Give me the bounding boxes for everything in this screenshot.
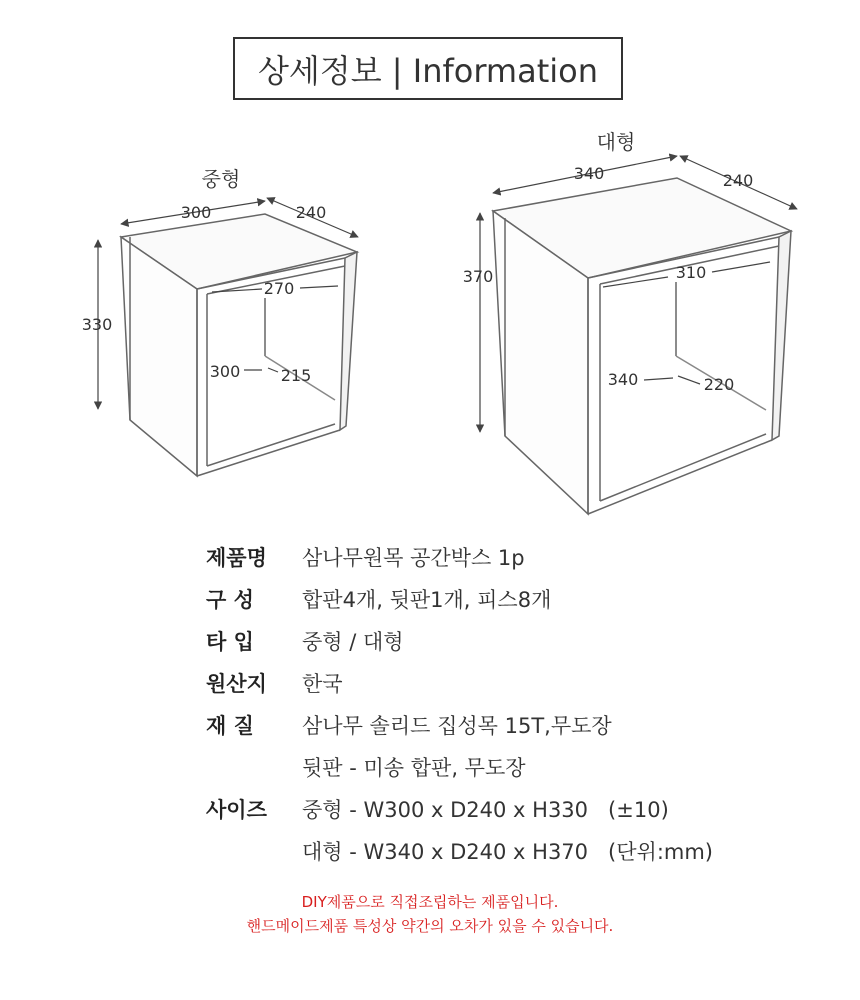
spec-value: 삼나무 솔리드 집성목 15T,무도장 xyxy=(302,714,612,738)
large-depth-label: 240 xyxy=(722,171,754,190)
notice-text: DIY제품으로 직접조립하는 제품입니다. xyxy=(301,893,559,911)
spec-key: 재 질 xyxy=(206,714,254,738)
spec-row xyxy=(206,621,766,663)
notice-text: 핸드메이드제품 특성상 약간의 오차가 있을 수 있습니다. xyxy=(246,917,614,935)
spec-key: 제품명 xyxy=(206,546,267,570)
medium-inner-width-label: 270 xyxy=(263,279,295,298)
spec-row xyxy=(206,705,766,747)
spec-value: 합판4개, 뒷판1개, 피스8개 xyxy=(302,588,552,612)
large-height-label: 370 xyxy=(462,267,494,286)
spec-value: 뒷판 - 미송 합판, 무도장 xyxy=(302,756,526,780)
spec-row xyxy=(206,579,766,621)
medium-inner-height-label: 300 xyxy=(209,362,241,381)
spec-value: 중형 - W300 x D240 x H330 (±10) xyxy=(302,798,669,822)
spec-row xyxy=(206,831,766,873)
large-inner-depth-label: 220 xyxy=(703,375,735,394)
spec-key: 타 입 xyxy=(206,630,254,654)
spec-value: 한국 xyxy=(302,672,343,696)
spec-row xyxy=(206,747,766,789)
medium-label: 중형 xyxy=(201,167,241,191)
large-inner-height-label: 340 xyxy=(607,370,639,389)
large-box-drawing xyxy=(493,178,791,514)
medium-depth-label: 240 xyxy=(295,203,327,222)
medium-height-label: 330 xyxy=(81,315,113,334)
spec-value: 삼나무원목 공간박스 1p xyxy=(302,546,525,570)
spec-key: 사이즈 xyxy=(206,798,267,822)
medium-box-drawing xyxy=(121,214,357,476)
spec-row xyxy=(206,537,766,579)
medium-width-label: 300 xyxy=(180,203,212,222)
spec-table xyxy=(206,537,766,873)
spec-row xyxy=(206,663,766,705)
medium-inner-depth-label: 215 xyxy=(280,366,312,385)
page-title: 상세정보 | Information xyxy=(233,37,623,100)
large-width-label: 340 xyxy=(573,164,605,183)
spec-key: 구 성 xyxy=(206,588,254,612)
large-label: 대형 xyxy=(596,130,636,154)
spec-value: 중형 / 대형 xyxy=(302,630,404,654)
large-inner-width-label: 310 xyxy=(675,263,707,282)
spec-key: 원산지 xyxy=(206,672,267,696)
spec-value: 대형 - W340 x D240 x H370 (단위:mm) xyxy=(302,840,714,864)
spec-row xyxy=(206,789,766,831)
